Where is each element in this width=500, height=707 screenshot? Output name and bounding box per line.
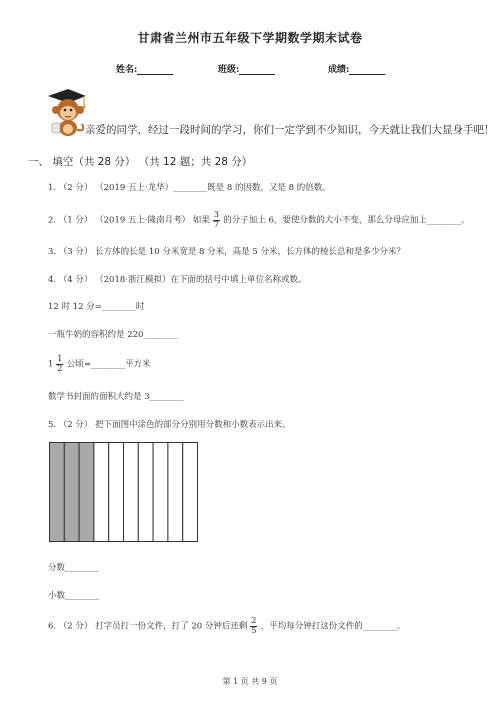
score-field[interactable] [328, 62, 385, 75]
name-blank[interactable] [137, 65, 173, 75]
shaded-strip-diagram [49, 442, 198, 542]
question-4-fraction [56, 354, 64, 374]
fraction-numerator: 2 [251, 616, 257, 626]
unshaded-strip [109, 443, 124, 542]
greeting-text: 亲爱的同学，经过一段时间的学习，你们一定学到不少知识，今天就让我们大显身手吧！ [85, 124, 495, 136]
question-3: 3. （3 分） 长方体的长是 10 分米宽是 8 分米，高是 5 分米，长方体的棱长总和是多少分米？ [48, 247, 405, 257]
question-4-line-3 [48, 354, 150, 374]
mixed-number-whole: 1 [48, 359, 54, 370]
shaded-strip [79, 443, 94, 542]
question-6-suffix: ，平均每分钟打这份文件的________。 [260, 621, 406, 632]
name-field[interactable] [116, 62, 173, 75]
question-4-line-2: 一瓶牛奶的容积约是 220________ [48, 330, 178, 340]
question-2 [48, 210, 469, 230]
unshaded-strip [183, 443, 198, 542]
page-title: 甘肃省兰州市五年级下学期数学期末试卷 [137, 31, 363, 45]
question-4-line-3-suffix: 公顷=________平方米 [66, 359, 151, 370]
question-6-prefix: 6. （2 分） 打字员打一份文件，打了 20 分钟后还剩 [48, 621, 248, 632]
question-4-line-4: 数学书封面的面积大约是 3________ [48, 392, 184, 402]
unshaded-strip [138, 443, 153, 542]
unshaded-strip [153, 443, 168, 542]
unshaded-strip [168, 443, 183, 542]
shaded-strip [64, 443, 79, 542]
shaded-strip [50, 443, 65, 542]
class-label: 班级: [218, 65, 240, 75]
score-label: 成绩: [328, 65, 350, 75]
question-6 [48, 616, 405, 636]
question-1: 1. （2 分） （2019 五上·龙华）________既是 8 的因数，又是 8 的倍数。 [48, 183, 331, 193]
fraction-denominator: 2 [57, 364, 63, 374]
unshaded-strip [94, 443, 109, 542]
fraction-denominator: 7 [213, 220, 219, 230]
name-label: 姓名: [116, 65, 138, 75]
fraction-numerator: 3 [213, 210, 219, 220]
question-2-fraction [213, 210, 221, 230]
question-5-fraction-answer: 分数________ [48, 563, 100, 573]
question-2-prefix: 2. （1 分） （2019 五上·隆南月考） 如果 [48, 215, 210, 226]
class-field[interactable] [218, 62, 275, 75]
class-blank[interactable] [239, 65, 275, 75]
score-blank[interactable] [349, 65, 385, 75]
question-5-decimal-answer: 小数________ [48, 591, 100, 601]
question-4: 4. （4 分） （2018·浙江模拟）在下面的括号中填上单位名称或数。 [48, 275, 307, 285]
question-6-fraction [250, 616, 258, 636]
unshaded-strip [124, 443, 139, 542]
question-4-line-1: 12 时 12 分=________时 [48, 302, 145, 312]
fraction-numerator: 1 [57, 354, 63, 364]
page-footer: 第 1 页 共 9 页 [222, 677, 278, 686]
question-5: 5. （2 分） 把下面图中涂色的部分分别用分数和小数表示出来。 [48, 420, 291, 430]
question-2-suffix: 的分子加上 6，要使分数的大小不变，那么分母应加上________。 [223, 215, 470, 226]
fraction-denominator: 5 [251, 626, 257, 636]
monkey-mascot-icon [38, 86, 88, 138]
section-heading: 一、 填空（共 28 分） （共 12 题；共 28 分） [28, 156, 253, 168]
